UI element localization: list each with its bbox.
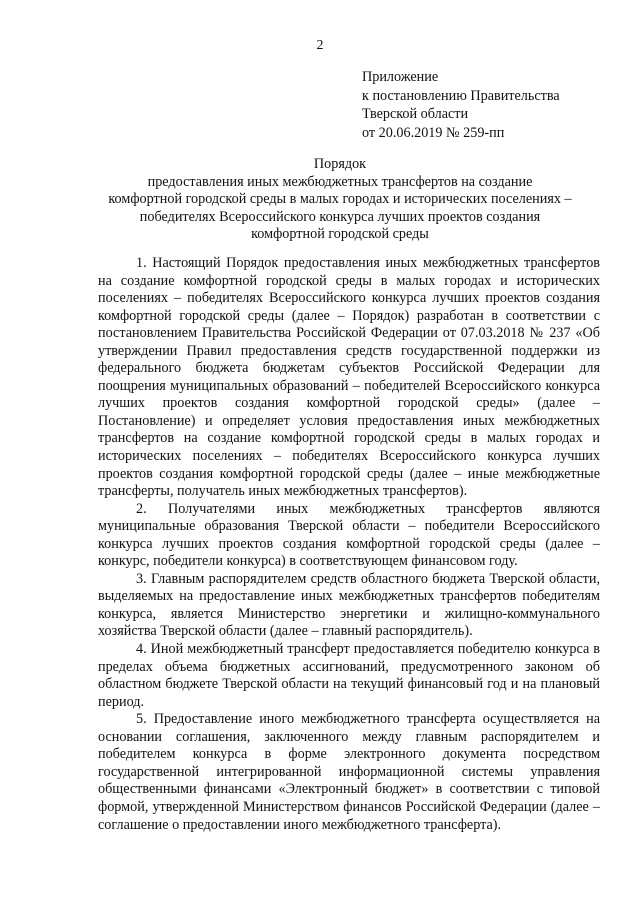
paragraph-1: 1. Настоящий Порядок предоставления иных межбюджетных трансфертов на создание комфортной городской среды в малых городах и исторических поселениях – победителях Всероссийского конкурса лучших проектов создания комфортной городской среды (далее – Порядок) разработан в соответствии с постановлением Правительства Российской Федерации от 07.03.2018 № 237 «Об утверждении Правил предоставления средств государственной поддержки из федерального бюджета бюджетам субъектов Российской Федерации для поощрения муниципальных образований – победителей Всероссийского конкурса лучших проектов создания комфортной городской среды» (далее – Постановление) и определяет условия предоставления иных межбюджетных трансфертов на создание комфортной городской среды в малых городах и исторических поселениях – победителях Всероссийского конкурса лучших проектов создания комфортной городской среды (далее – иные межбюджетные трансферты, получатель иных межбюджетных трансфертов).: [98, 255, 600, 500]
paragraph-5: 5. Предоставление иного межбюджетного трансферта осуществляется на основании соглашения, заключенного между главным распорядителем и победителем конкурса в форме электронного документа посредством государственной интегрированной информационной системы управления общественными финансами «Электронный бюджет» в соответствии с типовой формой, утвержденной Министерством финансов Российской Федерации (далее – соглашение о предоставлении иного межбюджетного трансферта).: [98, 711, 600, 833]
document-body: [98, 255, 600, 834]
appendix-date-number: от 20.06.2019 № 259-пп: [362, 124, 505, 141]
appendix-line: Приложение: [362, 69, 439, 85]
document-title: Порядок: [313, 156, 367, 172]
appendix-line: Тверской области: [362, 106, 469, 123]
document-heading: [70, 156, 610, 244]
document-subtitle-line: комфортной городской среды в малых городах и исторических поселениях –: [108, 191, 572, 208]
paragraph-2: 2. Получателями иных межбюджетных трансфертов являются муниципальные образования Тверской области – победители Всероссийского конкурса лучших проектов создания комфортной городской среды (далее – конкурс, победители конкурса) в соответствующем финансовом году.: [98, 500, 600, 570]
document-subtitle-line: победителях Всероссийского конкурса лучших проектов создания: [139, 208, 541, 225]
document-subtitle-line: комфортной городской среды: [251, 226, 429, 243]
page-number: 2: [316, 38, 324, 53]
paragraph-3: 3. Главным распорядителем средств областного бюджета Тверской области, выделяемых на предоставление иных межбюджетных трансфертов победителям конкурса, является Министерство энергетики и жилищно-коммунального хозяйства Тверской области (далее – главный распорядитель).: [98, 570, 600, 640]
paragraph-4: 4. Иной межбюджетный трансферт предоставляется победителю конкурса в пределах объема бюджетных ассигнований, предусмотренного законом об областном бюджете Тверской области на текущий финансовый год и на плановый период.: [98, 641, 600, 710]
appendix-block: [362, 68, 560, 142]
document-subtitle-line: предоставления иных межбюджетных трансфертов на создание: [147, 173, 533, 190]
appendix-line: к постановлению Правительства: [362, 87, 560, 104]
